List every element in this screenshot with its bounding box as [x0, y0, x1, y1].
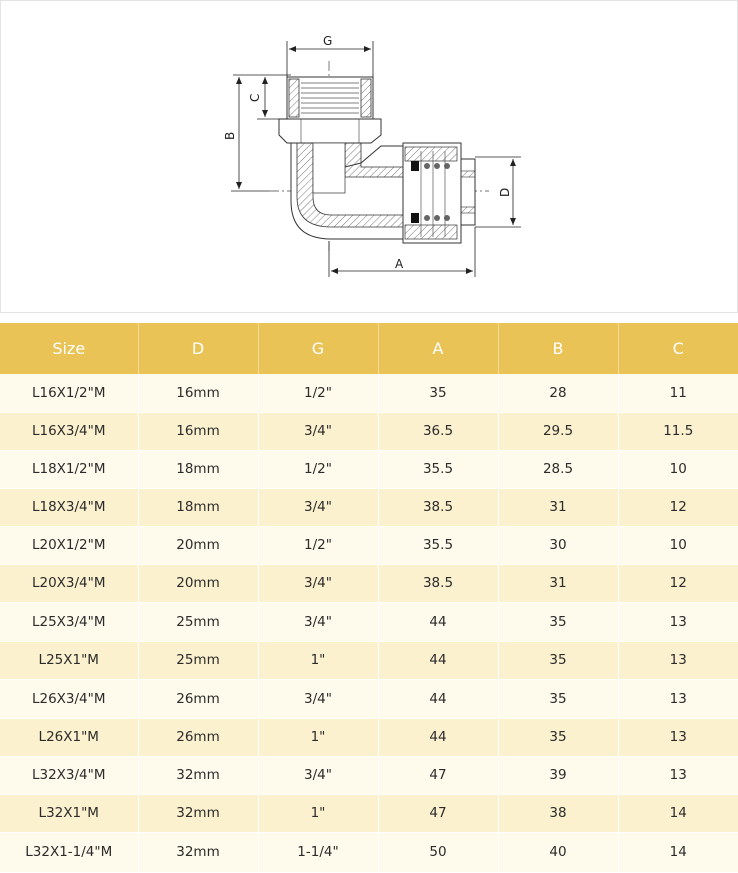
cell-d: 20mm	[138, 526, 258, 564]
cell-a: 47	[378, 756, 498, 794]
cell-b: 35	[498, 718, 618, 756]
cell-b: 30	[498, 526, 618, 564]
cell-a: 44	[378, 679, 498, 718]
cell-c: 11.5	[618, 412, 738, 450]
header-g: G	[258, 323, 378, 374]
dimension-d-label: D	[498, 187, 512, 197]
cell-size: L26X1"M	[0, 718, 138, 756]
threaded-socket	[287, 77, 373, 119]
cell-size: L25X3/4"M	[0, 602, 138, 641]
cell-d: 25mm	[138, 641, 258, 679]
table-row	[0, 602, 738, 641]
cell-c: 13	[618, 718, 738, 756]
cell-c: 14	[618, 832, 738, 872]
table-row	[0, 488, 738, 526]
table-row	[0, 756, 738, 794]
cell-c: 13	[618, 679, 738, 718]
cell-size: L18X3/4"M	[0, 488, 138, 526]
cell-a: 44	[378, 602, 498, 641]
pipe-insert	[461, 159, 475, 225]
table-row	[0, 526, 738, 564]
cell-d: 18mm	[138, 488, 258, 526]
cell-b: 35	[498, 602, 618, 641]
table-body	[0, 374, 738, 872]
cell-a: 35.5	[378, 450, 498, 488]
cell-d: 32mm	[138, 756, 258, 794]
cell-g: 3/4"	[258, 412, 378, 450]
cell-a: 47	[378, 794, 498, 832]
cell-b: 39	[498, 756, 618, 794]
cell-b: 29.5	[498, 412, 618, 450]
cell-c: 13	[618, 641, 738, 679]
hex-collar	[279, 119, 381, 143]
cell-a: 38.5	[378, 488, 498, 526]
cell-g: 3/4"	[258, 679, 378, 718]
cell-a: 38.5	[378, 564, 498, 602]
table-row	[0, 832, 738, 872]
cell-size: L32X1-1/4"M	[0, 832, 138, 872]
cell-d: 26mm	[138, 718, 258, 756]
cell-size: L25X1"M	[0, 641, 138, 679]
compression-nut	[403, 143, 461, 243]
cell-g: 1/2"	[258, 374, 378, 412]
cell-c: 10	[618, 526, 738, 564]
cell-b: 35	[498, 641, 618, 679]
table-row	[0, 641, 738, 679]
elbow-fitting-drawing	[1, 1, 737, 312]
cell-g: 1/2"	[258, 526, 378, 564]
cell-b: 28	[498, 374, 618, 412]
cell-g: 3/4"	[258, 564, 378, 602]
cell-c: 11	[618, 374, 738, 412]
cell-size: L32X3/4"M	[0, 756, 138, 794]
elbow-body	[291, 143, 403, 239]
cell-g: 1"	[258, 794, 378, 832]
header-d: D	[138, 323, 258, 374]
table-row	[0, 450, 738, 488]
table-row	[0, 679, 738, 718]
cell-c: 13	[618, 602, 738, 641]
table-row	[0, 412, 738, 450]
cell-size: L16X3/4"M	[0, 412, 138, 450]
cell-d: 16mm	[138, 374, 258, 412]
cell-size: L18X1/2"M	[0, 450, 138, 488]
cell-d: 25mm	[138, 602, 258, 641]
cell-size: L26X3/4"M	[0, 679, 138, 718]
dimension-c-label: C	[248, 93, 262, 102]
header-c: C	[618, 323, 738, 374]
cell-b: 28.5	[498, 450, 618, 488]
cell-g: 1/2"	[258, 450, 378, 488]
dimension-a-label: A	[395, 257, 404, 271]
cell-size: L20X3/4"M	[0, 564, 138, 602]
cell-size: L32X1"M	[0, 794, 138, 832]
dimension-g-label: G	[323, 34, 333, 48]
dimension-b-label: B	[223, 131, 237, 140]
cell-b: 31	[498, 488, 618, 526]
cell-b: 40	[498, 832, 618, 872]
cell-a: 44	[378, 641, 498, 679]
cell-c: 13	[618, 756, 738, 794]
cell-c: 10	[618, 450, 738, 488]
table-row	[0, 564, 738, 602]
header-size: Size	[0, 323, 138, 374]
table-row	[0, 794, 738, 832]
cell-c: 12	[618, 564, 738, 602]
cell-size: L20X1/2"M	[0, 526, 138, 564]
header-b: B	[498, 323, 618, 374]
technical-drawing-panel	[0, 0, 738, 313]
cell-a: 35.5	[378, 526, 498, 564]
cell-b: 31	[498, 564, 618, 602]
cell-g: 3/4"	[258, 488, 378, 526]
specification-table	[0, 323, 738, 873]
cell-c: 14	[618, 794, 738, 832]
header-a: A	[378, 323, 498, 374]
table-row	[0, 718, 738, 756]
cell-d: 32mm	[138, 832, 258, 872]
cell-c: 12	[618, 488, 738, 526]
cell-a: 44	[378, 718, 498, 756]
cell-g: 1"	[258, 641, 378, 679]
cell-g: 3/4"	[258, 756, 378, 794]
cell-d: 16mm	[138, 412, 258, 450]
cell-d: 26mm	[138, 679, 258, 718]
cell-d: 18mm	[138, 450, 258, 488]
cell-b: 38	[498, 794, 618, 832]
table-header-row	[0, 323, 738, 374]
cell-size: L16X1/2"M	[0, 374, 138, 412]
cell-a: 35	[378, 374, 498, 412]
cell-g: 3/4"	[258, 602, 378, 641]
table-row	[0, 374, 738, 412]
cell-d: 20mm	[138, 564, 258, 602]
cell-a: 50	[378, 832, 498, 872]
cell-g: 1"	[258, 718, 378, 756]
cell-d: 32mm	[138, 794, 258, 832]
cell-a: 36.5	[378, 412, 498, 450]
cell-g: 1-1/4"	[258, 832, 378, 872]
cell-b: 35	[498, 679, 618, 718]
